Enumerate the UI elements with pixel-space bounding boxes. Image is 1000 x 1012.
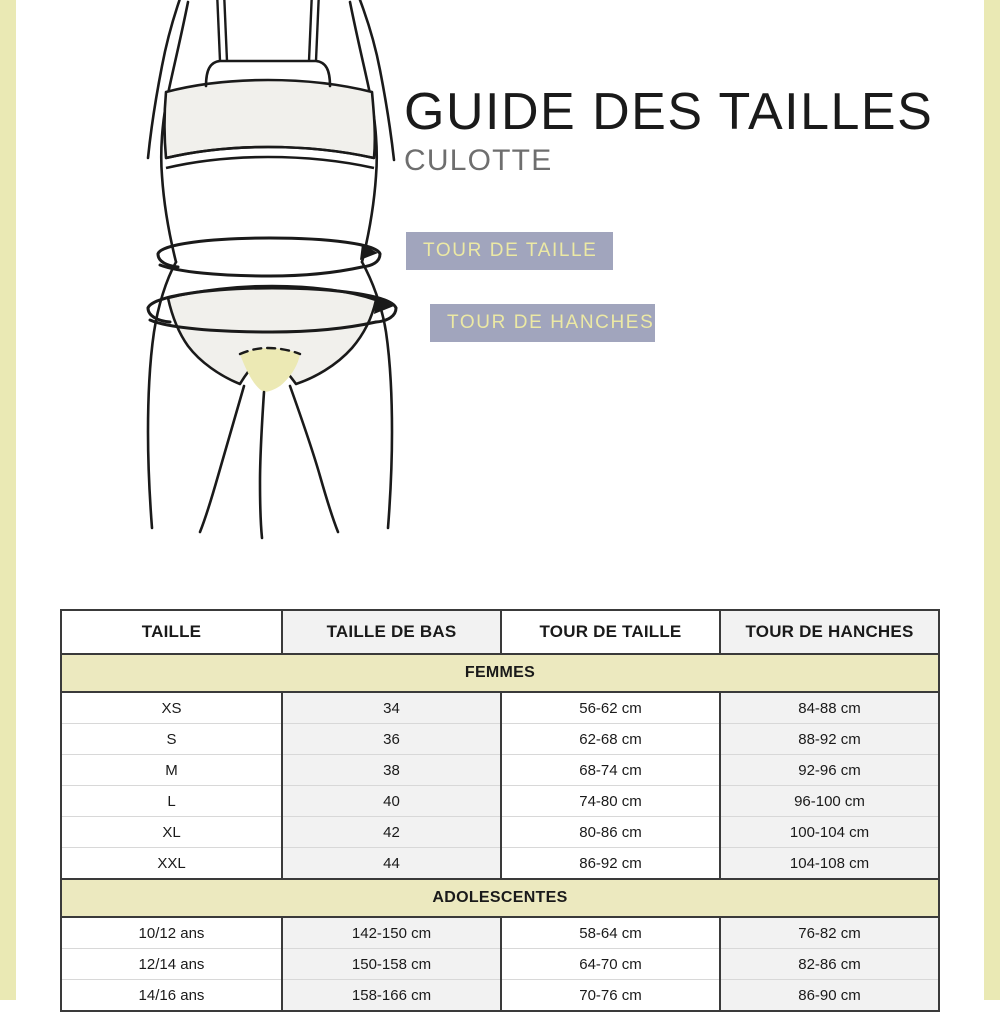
badge-tour-de-hanches: TOUR DE HANCHES: [430, 304, 655, 342]
table-cell: XS: [61, 692, 282, 724]
page-subtitle: CULOTTE: [404, 144, 553, 178]
bra-top: [165, 0, 375, 168]
column-header-taille: TAILLE: [61, 610, 282, 654]
table-row: [61, 980, 939, 1012]
table-cell: 62-68 cm: [501, 724, 720, 755]
bra-strap-left-inner: [223, 0, 227, 61]
table-cell: XXL: [61, 848, 282, 880]
table-cell: 44: [282, 848, 501, 880]
table-cell: XL: [61, 817, 282, 848]
table-cell: 100-104 cm: [720, 817, 939, 848]
table-cell: 86-92 cm: [501, 848, 720, 880]
table-cell: 36: [282, 724, 501, 755]
table-row: [61, 949, 939, 980]
waist-measure-arrow: [158, 238, 380, 276]
table-cell: 88-92 cm: [720, 724, 939, 755]
table-cell: 92-96 cm: [720, 755, 939, 786]
table-cell: 74-80 cm: [501, 786, 720, 817]
table-cell: 40: [282, 786, 501, 817]
table-cell: 14/16 ans: [61, 980, 282, 1012]
column-header-tour-de-taille: TOUR DE TAILLE: [501, 610, 720, 654]
table-cell: 68-74 cm: [501, 755, 720, 786]
inner-leg-center-line: [260, 392, 264, 538]
table-row: [61, 755, 939, 786]
table-head: [61, 610, 939, 654]
table-body: [61, 654, 939, 1011]
table-cell: 82-86 cm: [720, 949, 939, 980]
table-cell: 84-88 cm: [720, 692, 939, 724]
inner-leg-right-line: [290, 386, 338, 532]
table-cell: 76-82 cm: [720, 917, 939, 949]
table-header-row: [61, 610, 939, 654]
table-group-row: [61, 654, 939, 692]
table-cell: 10/12 ans: [61, 917, 282, 949]
table-group-label: ADOLESCENTES: [61, 879, 939, 917]
table-row: [61, 917, 939, 949]
bra-band-bottom: [166, 157, 374, 168]
table-cell: 80-86 cm: [501, 817, 720, 848]
table-cell: 86-90 cm: [720, 980, 939, 1012]
panty-garment: [168, 286, 376, 392]
table-cell: 56-62 cm: [501, 692, 720, 724]
badge-tour-de-taille: TOUR DE TAILLE: [406, 232, 613, 270]
bra-strap-left-outer: [216, 0, 220, 61]
table-row: [61, 817, 939, 848]
table-cell: 158-166 cm: [282, 980, 501, 1012]
table-row: [61, 786, 939, 817]
left-border-strip: [0, 0, 16, 1000]
right-border-strip: [984, 0, 1000, 1000]
bra-strap-right-outer: [316, 0, 320, 61]
body-illustration: [100, 0, 430, 562]
title-block: [404, 83, 944, 179]
table-cell: 12/14 ans: [61, 949, 282, 980]
table-cell: 96-100 cm: [720, 786, 939, 817]
table-cell: 64-70 cm: [501, 949, 720, 980]
column-header-tour-de-hanches: TOUR DE HANCHES: [720, 610, 939, 654]
table-cell: L: [61, 786, 282, 817]
table-row: [61, 724, 939, 755]
table-cell: 142-150 cm: [282, 917, 501, 949]
table-cell: 38: [282, 755, 501, 786]
table-cell: 104-108 cm: [720, 848, 939, 880]
table-cell: M: [61, 755, 282, 786]
page-title: GUIDE DES TAILLES: [404, 83, 934, 141]
table-cell: 70-76 cm: [501, 980, 720, 1012]
column-header-taille-de-bas: TAILLE DE BAS: [282, 610, 501, 654]
table-row: [61, 692, 939, 724]
table-group-row: [61, 879, 939, 917]
table-cell: S: [61, 724, 282, 755]
bra-strap-right-inner: [309, 0, 313, 61]
table-row: [61, 848, 939, 880]
inner-leg-left-line: [200, 386, 244, 532]
table-cell: 42: [282, 817, 501, 848]
table-cell: 34: [282, 692, 501, 724]
table-cell: 58-64 cm: [501, 917, 720, 949]
size-chart-table: [60, 609, 940, 1012]
table-group-label: FEMMES: [61, 654, 939, 692]
table-cell: 150-158 cm: [282, 949, 501, 980]
